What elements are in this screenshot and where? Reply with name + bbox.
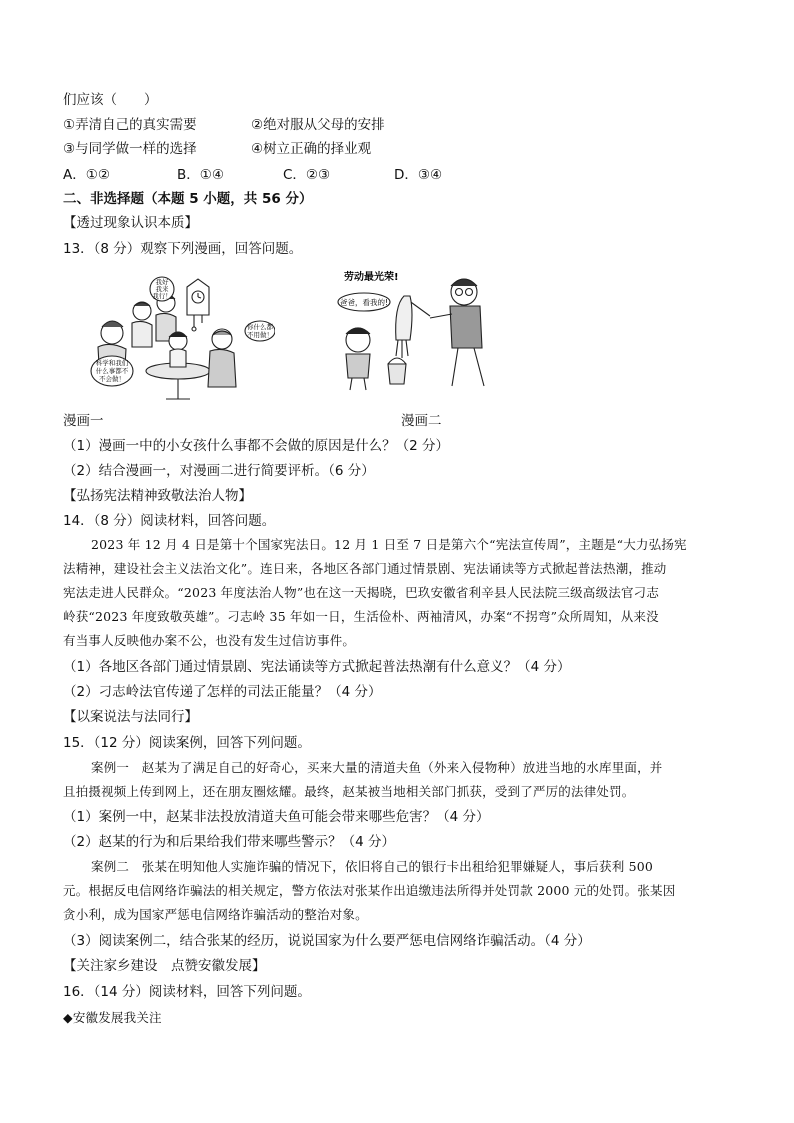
comic-two-bubble: 爸爸，看我的! — [339, 298, 389, 307]
comic-one-bubble3-line2: 什么事都不 — [95, 367, 129, 375]
q14-stem: 14．（8 分）阅读材料，回答问题。 — [63, 513, 276, 529]
section2-heading: 二、非选择题（本题 5 小题，共 56 分） — [63, 191, 313, 207]
q12-option-4: ④树立正确的择业观 — [251, 141, 372, 157]
q15-case2-line2: 元。根据反电信网络诈骗法的相关规定，警方依法对张某作出追缴违法所得并处罚款 2000 元的处罚。张某因 — [63, 883, 676, 898]
q14-material-line4: 岭获“2023 年度致敬英雄”。刁志岭 35 年如一日，生活俭朴、两袖清风，办案“不拐弯”众所周知，从来没 — [63, 609, 659, 624]
comic-one-bubble1-line3: 我行！ — [152, 292, 172, 300]
comic-one-bubble1-line2: 我来 — [155, 285, 169, 293]
q15-case2-line3: 贪小利，成为国家严惩电信网络诈骗活动的整治对象。 — [63, 907, 368, 922]
comic-one-image — [90, 275, 275, 403]
q12-choice-b: B．①④ — [177, 167, 224, 183]
q16-theme: 【关注家乡建设 点赞安徽发展】 — [63, 958, 266, 974]
q14-material-line5: 有当事人反映他办案不公，也没有发生过信访事件。 — [63, 633, 356, 648]
comic-two-caption: 漫画二 — [401, 413, 442, 429]
q14-theme: 【弘扬宪法精神致敬法治人物】 — [63, 488, 252, 504]
q14-material-line1: 2023 年 12 月 4 日是第十个国家宪法日。12 月 1 日至 7 日是第六个“宪法宣传周”，主题是“大力弘扬宪 — [91, 537, 687, 552]
q14-material-line2: 法精神，建设社会主义法治文化”。连日来，各地区各部门通过情景剧、宪法诵读等方式掀起普法热潮，推动 — [63, 561, 667, 576]
q13-theme: 【透过现象认识本质】 — [63, 215, 198, 231]
q15-theme: 【以案说法与法同行】 — [63, 709, 198, 725]
q12-option-1: ①弄清自己的真实需要 — [63, 117, 197, 133]
q15-sub1: （1）案例一中，赵某非法投放清道夫鱼可能会带来哪些危害？（4 分） — [63, 809, 490, 825]
q15-case2-line1: 案例二 张某在明知他人实施诈骗的情况下，依旧将自己的银行卡出租给犯罪嫌疑人，事后获利 500 — [91, 859, 654, 874]
q15-stem: 15．（12 分）阅读案例，回答下列问题。 — [63, 735, 311, 751]
q15-sub3: （3）阅读案例二，结合张某的经历，说说国家为什么要严惩电信网络诈骗活动。（4 分） — [63, 933, 591, 949]
q13-sub1: （1）漫画一中的小女孩什么事都不会做的原因是什么？（2 分） — [63, 438, 449, 454]
comic-two-image — [322, 262, 502, 392]
q16-stem: 16．（14 分）阅读材料，回答下列问题。 — [63, 984, 311, 1000]
q16-sub-heading: ◆安徽发展我关注 — [63, 1010, 162, 1025]
q15-case1-line1: 案例一 赵某为了满足自己的好奇心，买来大量的清道夫鱼（外来入侵物种）放进当地的水库里面，并 — [91, 760, 663, 775]
q14-sub1: （1）各地区各部门通过情景剧、宪法诵读等方式掀起普法热潮有什么意义？（4 分） — [63, 659, 571, 675]
comic-one-caption: 漫画一 — [63, 413, 104, 429]
comic-one-bubble2-line2: 不用做！ — [247, 331, 273, 339]
comic-one-bubble3-line3: 不会做！ — [99, 375, 125, 383]
comic-one-bubble3-line1: 科学和我们 — [95, 359, 129, 367]
q12-choice-c: C．②③ — [283, 167, 331, 183]
q13-sub2: （2）结合漫画一，对漫画二进行简要评析。（6 分） — [63, 463, 375, 479]
q12-stem-tail: 们应该（ ） — [63, 92, 158, 108]
q14-sub2: （2）刁志岭法官传递了怎样的司法正能量？（4 分） — [63, 684, 382, 700]
q15-case1-line2: 且拍摄视频上传到网上，还在朋友圈炫耀。最终，赵某被当地相关部门抓获，受到了严厉的法律处罚。 — [63, 784, 635, 799]
comic-one-bubble1-line1: 我好 — [155, 278, 169, 286]
q12-choice-d: D．③④ — [394, 167, 443, 183]
q12-choice-a: A．①② — [63, 167, 110, 183]
q12-option-2: ②绝对服从父母的安排 — [251, 117, 385, 133]
comic-two-title: 劳动最光荣! — [344, 272, 399, 283]
q15-sub2: （2）赵某的行为和后果给我们带来哪些警示？（4 分） — [63, 834, 395, 850]
q14-material-line3: 宪法走进人民群众。“2023 年度法治人物”也在这一天揭晓，巴玖安徽省利辛县人民法院三级高级法官刁志 — [63, 585, 660, 600]
comic-one-bubble2-line1: 你什么都 — [247, 323, 273, 331]
q12-option-3: ③与同学做一样的选择 — [63, 141, 197, 157]
q13-stem: 13．（8 分）观察下列漫画，回答问题。 — [63, 241, 303, 257]
